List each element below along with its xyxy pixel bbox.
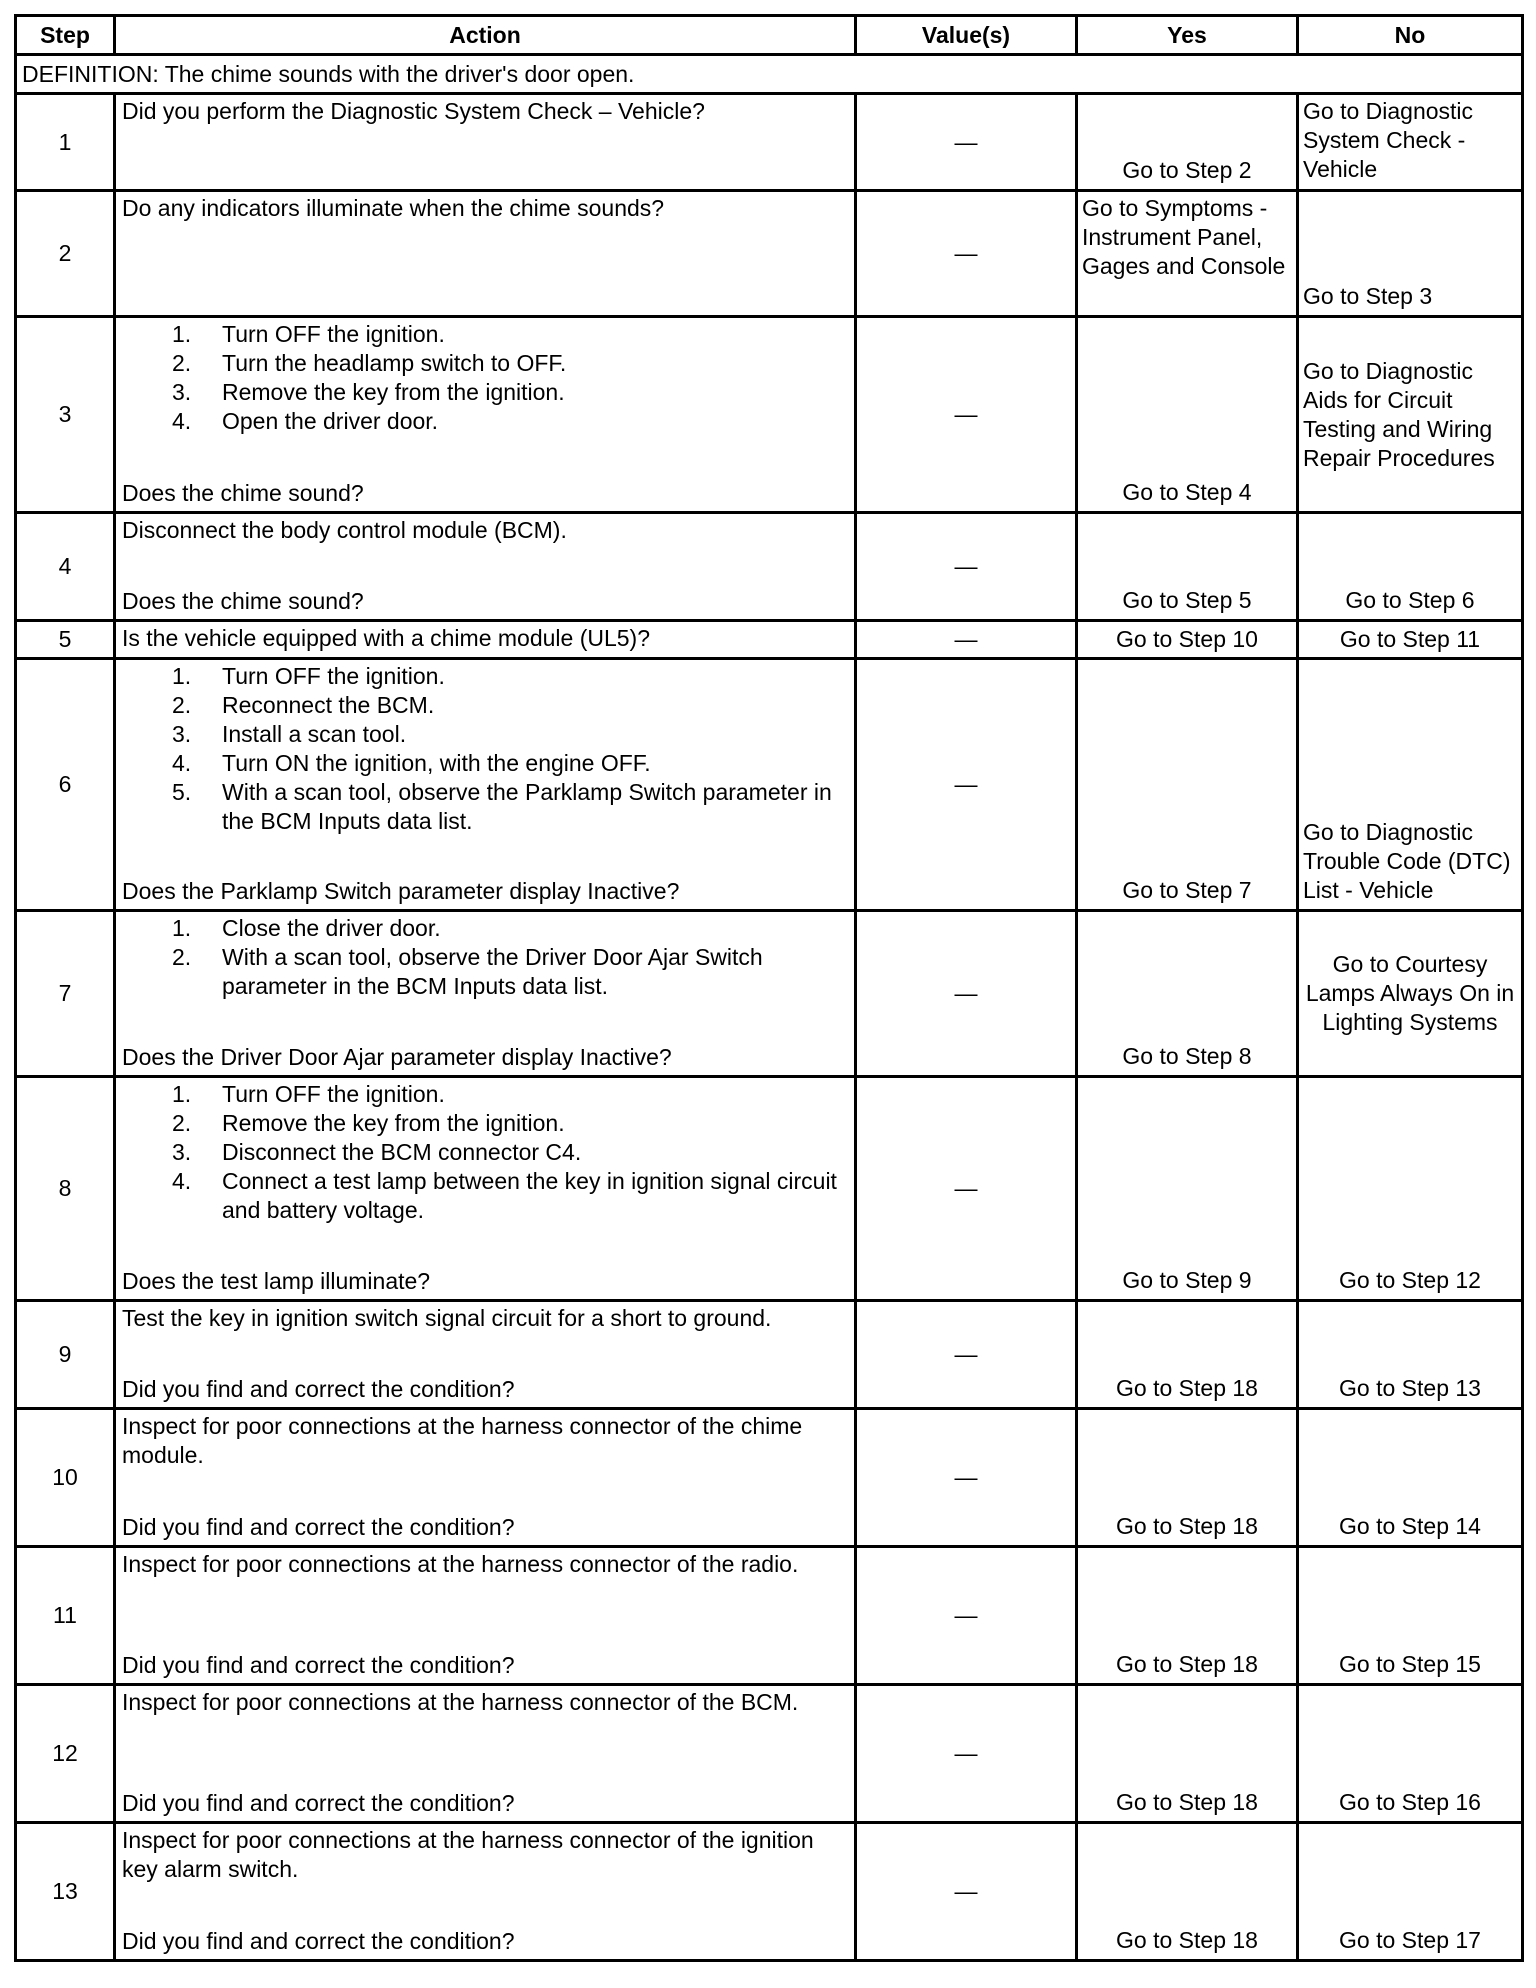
action-steps-list — [122, 320, 848, 436]
action-cell — [115, 513, 856, 621]
no-result: Go to Step 17 — [1298, 1823, 1523, 1961]
diagnostic-table-sheet — [14, 14, 1521, 1962]
action-step-text: Remove the key from the ignition. — [222, 379, 565, 405]
yes-result: Go to Step 9 — [1077, 1077, 1298, 1301]
action-intro: Inspect for poor connections at the harness connector of the ignition key alarm switch. — [122, 1827, 814, 1882]
no-result: Go to Step 13 — [1298, 1301, 1523, 1409]
action-step-item — [122, 691, 848, 720]
step-row — [16, 1823, 1523, 1961]
step-row — [16, 513, 1523, 621]
action-question: Did you find and correct the condition? — [122, 1376, 515, 1402]
action-step-text: Install a scan tool. — [222, 721, 407, 747]
yes-result: Go to Step 10 — [1077, 621, 1298, 659]
action-intro: Test the key in ignition switch signal circuit for a short to ground. — [122, 1305, 772, 1331]
action-cell — [115, 621, 856, 659]
action-step-number: 1. — [172, 915, 192, 941]
action-cell — [115, 1823, 856, 1961]
step-number: 5 — [16, 621, 115, 659]
action-step-number: 4. — [172, 1168, 192, 1194]
action-question: Does the chime sound? — [122, 480, 364, 506]
step-number: 1 — [16, 94, 115, 191]
step-row — [16, 191, 1523, 317]
action-intro: Inspect for poor connections at the harness connector of the chime module. — [122, 1413, 803, 1468]
action-step-number: 3. — [172, 1139, 192, 1165]
action-question: Did you find and correct the condition? — [122, 1790, 515, 1816]
action-intro: Is the vehicle equipped with a chime module (UL5)? — [122, 625, 651, 651]
action-step-text: With a scan tool, observe the Parklamp Switch parameter in the BCM Inputs data list. — [222, 779, 832, 834]
action-step-item — [122, 349, 848, 378]
action-step-number: 2. — [172, 1110, 192, 1136]
step-number: 13 — [16, 1823, 115, 1961]
no-result: Go to Step 15 — [1298, 1547, 1523, 1685]
yes-result: Go to Step 18 — [1077, 1547, 1298, 1685]
step-number: 10 — [16, 1409, 115, 1547]
action-intro: Inspect for poor connections at the harness connector of the BCM. — [122, 1689, 799, 1715]
action-step-text: Turn ON the ignition, with the engine OFF. — [222, 750, 651, 776]
action-cell — [115, 1077, 856, 1301]
action-step-text: Turn OFF the ignition. — [222, 321, 445, 347]
action-step-text: With a scan tool, observe the Driver Door Ajar Switch parameter in the BCM Inputs data list. — [222, 944, 763, 999]
action-cell — [115, 659, 856, 911]
action-question: Did you find and correct the condition? — [122, 1514, 515, 1540]
action-steps-list — [122, 914, 848, 1001]
action-step-number: 2. — [172, 350, 192, 376]
action-cell — [115, 911, 856, 1077]
value-cell: — — [856, 1077, 1077, 1301]
yes-result: Go to Step 18 — [1077, 1409, 1298, 1547]
action-cell — [115, 94, 856, 191]
value-cell: — — [856, 1409, 1077, 1547]
action-step-text: Connect a test lamp between the key in ignition signal circuit and battery voltage. — [222, 1168, 837, 1223]
action-step-text: Remove the key from the ignition. — [222, 1110, 565, 1136]
step-row — [16, 911, 1523, 1077]
action-steps-list — [122, 1080, 848, 1225]
step-row — [16, 94, 1523, 191]
step-number: 7 — [16, 911, 115, 1077]
no-result: Go to Step 14 — [1298, 1409, 1523, 1547]
value-cell: — — [856, 911, 1077, 1077]
value-cell: — — [856, 1823, 1077, 1961]
action-step-text: Turn OFF the ignition. — [222, 1081, 445, 1107]
action-question: Does the Driver Door Ajar parameter display Inactive? — [122, 1044, 672, 1070]
action-cell — [115, 1301, 856, 1409]
action-step-number: 3. — [172, 721, 192, 747]
action-step-item — [122, 778, 848, 836]
action-step-number: 5. — [172, 779, 192, 805]
value-cell: — — [856, 1301, 1077, 1409]
action-step-number: 1. — [172, 1081, 192, 1107]
action-step-item — [122, 1080, 848, 1109]
action-intro: Disconnect the body control module (BCM). — [122, 517, 567, 543]
action-step-number: 2. — [172, 944, 192, 970]
action-step-item — [122, 378, 848, 407]
action-question: Does the chime sound? — [122, 588, 364, 614]
action-question: Does the Parklamp Switch parameter display Inactive? — [122, 878, 680, 904]
action-intro: Inspect for poor connections at the harness connector of the radio. — [122, 1551, 799, 1577]
yes-result: Go to Step 8 — [1077, 911, 1298, 1077]
diagnostic-table — [14, 14, 1524, 1962]
header-action: Action — [115, 16, 856, 55]
action-step-item — [122, 720, 848, 749]
no-result: Go to Step 11 — [1298, 621, 1523, 659]
action-step-number: 4. — [172, 750, 192, 776]
step-row — [16, 1685, 1523, 1823]
action-intro: Did you perform the Diagnostic System Check – Vehicle? — [122, 98, 705, 124]
step-row — [16, 659, 1523, 911]
action-step-number: 2. — [172, 692, 192, 718]
value-cell: — — [856, 659, 1077, 911]
action-step-number: 4. — [172, 408, 192, 434]
step-row — [16, 621, 1523, 659]
action-step-text: Open the driver door. — [222, 408, 439, 434]
action-step-item — [122, 320, 848, 349]
action-intro: Do any indicators illuminate when the chime sounds? — [122, 195, 665, 221]
header-step: Step — [16, 16, 115, 55]
action-steps-list — [122, 662, 848, 836]
definition-text: DEFINITION: The chime sounds with the driver's door open. — [16, 55, 1523, 94]
step-row — [16, 1547, 1523, 1685]
action-step-item — [122, 943, 848, 1001]
action-step-number: 1. — [172, 321, 192, 347]
step-number: 4 — [16, 513, 115, 621]
no-result: Go to Step 3 — [1298, 191, 1523, 317]
action-step-text: Disconnect the BCM connector C4. — [222, 1139, 582, 1165]
action-step-item — [122, 407, 848, 436]
value-cell: — — [856, 317, 1077, 513]
no-result: Go to Step 12 — [1298, 1077, 1523, 1301]
step-number: 12 — [16, 1685, 115, 1823]
yes-result: Go to Symptoms - Instrument Panel, Gages and Console — [1077, 191, 1298, 317]
no-result: Go to Diagnostic System Check - Vehicle — [1298, 94, 1523, 191]
definition-row — [16, 55, 1523, 94]
step-number: 3 — [16, 317, 115, 513]
header-yes: Yes — [1077, 16, 1298, 55]
step-number: 8 — [16, 1077, 115, 1301]
yes-result: Go to Step 7 — [1077, 659, 1298, 911]
action-step-item — [122, 1167, 848, 1225]
value-cell: — — [856, 1547, 1077, 1685]
action-step-text: Turn the headlamp switch to OFF. — [222, 350, 567, 376]
no-result: Go to Step 16 — [1298, 1685, 1523, 1823]
action-question: Did you find and correct the condition? — [122, 1928, 515, 1954]
action-cell — [115, 1409, 856, 1547]
action-step-text: Close the driver door. — [222, 915, 441, 941]
value-cell: — — [856, 621, 1077, 659]
action-cell — [115, 1685, 856, 1823]
value-cell: — — [856, 1685, 1077, 1823]
step-number: 11 — [16, 1547, 115, 1685]
yes-result: Go to Step 2 — [1077, 94, 1298, 191]
yes-result: Go to Step 18 — [1077, 1685, 1298, 1823]
yes-result: Go to Step 4 — [1077, 317, 1298, 513]
action-step-item — [122, 914, 848, 943]
action-step-text: Turn OFF the ignition. — [222, 663, 445, 689]
action-step-number: 3. — [172, 379, 192, 405]
no-result: Go to Diagnostic Trouble Code (DTC) List - Vehicle — [1298, 659, 1523, 911]
action-step-item — [122, 1138, 848, 1167]
step-row — [16, 1409, 1523, 1547]
step-number: 2 — [16, 191, 115, 317]
action-cell — [115, 191, 856, 317]
action-question: Does the test lamp illuminate? — [122, 1268, 431, 1294]
step-row — [16, 317, 1523, 513]
step-number: 6 — [16, 659, 115, 911]
action-step-item — [122, 749, 848, 778]
action-cell — [115, 1547, 856, 1685]
value-cell: — — [856, 94, 1077, 191]
yes-result: Go to Step 18 — [1077, 1301, 1298, 1409]
no-result: Go to Courtesy Lamps Always On in Lighting Systems — [1298, 911, 1523, 1077]
action-step-item — [122, 662, 848, 691]
action-step-item — [122, 1109, 848, 1138]
header-values: Value(s) — [856, 16, 1077, 55]
action-step-text: Reconnect the BCM. — [222, 692, 435, 718]
value-cell: — — [856, 513, 1077, 621]
step-row — [16, 1077, 1523, 1301]
no-result: Go to Diagnostic Aids for Circuit Testing and Wiring Repair Procedures — [1298, 317, 1523, 513]
no-result: Go to Step 6 — [1298, 513, 1523, 621]
step-number: 9 — [16, 1301, 115, 1409]
step-row — [16, 1301, 1523, 1409]
value-cell: — — [856, 191, 1077, 317]
action-cell — [115, 317, 856, 513]
action-step-number: 1. — [172, 663, 192, 689]
yes-result: Go to Step 18 — [1077, 1823, 1298, 1961]
action-question: Did you find and correct the condition? — [122, 1652, 515, 1678]
header-no: No — [1298, 16, 1523, 55]
yes-result: Go to Step 5 — [1077, 513, 1298, 621]
header-row — [16, 16, 1523, 55]
